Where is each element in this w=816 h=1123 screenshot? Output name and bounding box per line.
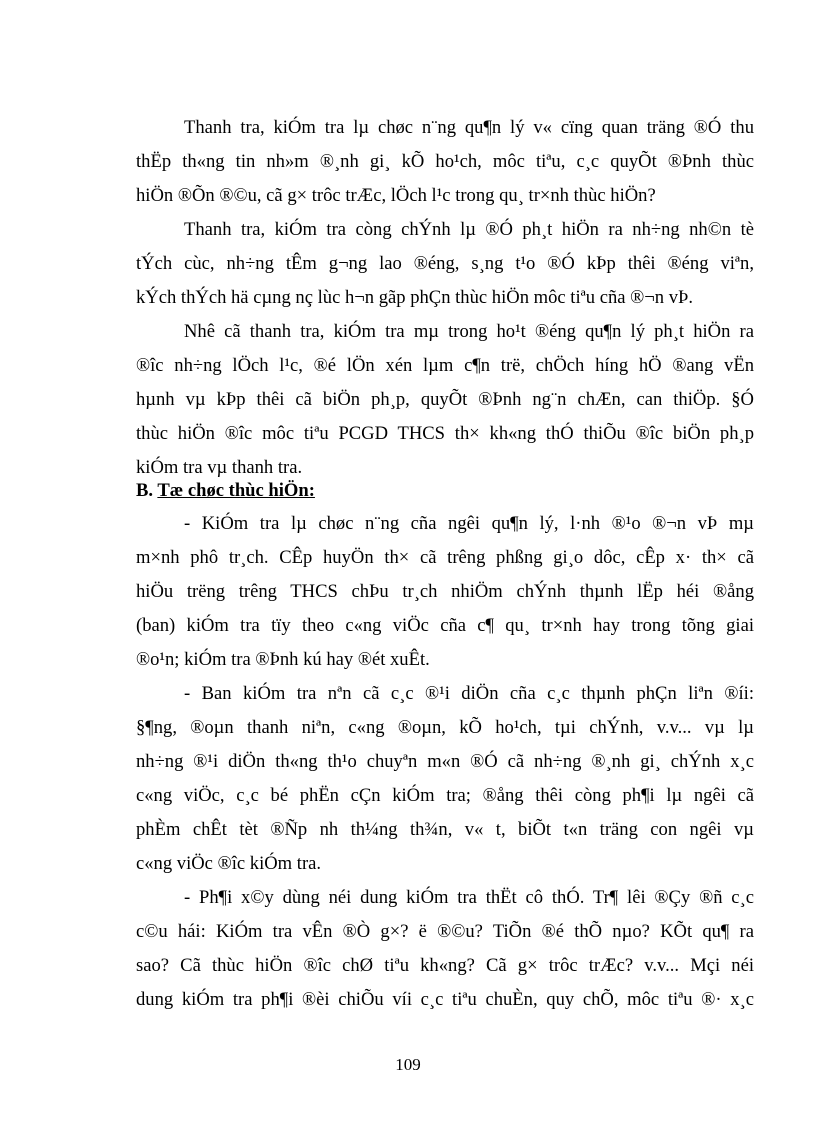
section-heading-letter: B. bbox=[136, 480, 158, 501]
text-line: Nhê cã thanh tra, kiÓm tra mµ trong ho¹t ®éng qu¶n lý ph¸t hiÖn ra bbox=[184, 321, 754, 342]
text-line: nh÷ng ®¹i diÖn th«ng th¹o chuyªn m«n ®Ó cã nh÷ng ®¸nh gi¸ chÝnh x¸c bbox=[136, 751, 754, 772]
text-line: kiÓm tra vµ thanh tra. bbox=[136, 457, 303, 478]
text-line: Thanh tra, kiÓm tra lµ chøc n¨ng qu¶n lý v« cïng quan träng ®Ó thu bbox=[184, 117, 754, 138]
list-item-1 bbox=[136, 507, 754, 677]
page-number: 109 bbox=[395, 1055, 421, 1074]
list-item-2 bbox=[136, 677, 754, 881]
text-line: c«ng viÖc, c¸c bé phËn cÇn kiÓm tra; ®ång thêi còng ph¶i lµ ngêi cã bbox=[136, 785, 754, 806]
text-line: thùc hiÖn ®îc môc tiªu PCGD THCS th× kh«ng thÓ thiÕu ®îc biÖn ph¸p bbox=[136, 423, 754, 444]
text-line: kÝch thÝch hä cµng nç lùc h¬n gãp phÇn thùc hiÖn môc tiªu cña ®¬n vÞ. bbox=[136, 287, 694, 308]
text-line: m×nh phô tr¸ch. CÊp huyÖn th× cã trêng phßng gi¸o dôc, cÊp x· th× cã bbox=[136, 547, 754, 568]
text-line: c©u hái: KiÓm tra vÊn ®Ò g×? ë ®©u? TiÕn ®é thÕ nµo? KÕt qu¶ ra bbox=[136, 921, 754, 942]
text-line: c«ng viÖc ®îc kiÓm tra. bbox=[136, 853, 322, 874]
paragraph-3 bbox=[136, 315, 754, 485]
text-line: ®îc nh÷ng lÖch l¹c, ®é lÖn xén lµm c¶n trë, chÖch híng hÖ ®ang vËn bbox=[136, 355, 754, 376]
text-line: Thanh tra, kiÓm tra còng chÝnh lµ ®Ó ph¸t hiÖn ra nh÷ng nh©n tè bbox=[184, 219, 754, 240]
text-line: phÈm chÊt tèt ®Ñp nh th¼ng th¾n, v« t, biÕt t«n träng con ngêi vµ bbox=[136, 819, 754, 840]
text-line: hµnh vµ kÞp thêi cã biÖn ph¸p, quyÕt ®Þnh ng¨n chÆn, can thiÖp. §Ó bbox=[136, 389, 754, 410]
text-line: - Ph¶i x©y dùng néi dung kiÓm tra thËt cô thÓ. Tr¶ lêi ®Çy ®ñ c¸c bbox=[184, 887, 754, 908]
text-line: (ban) kiÓm tra tïy theo c«ng viÖc cña c¶ qu¸ tr×nh hay trong tõng giai bbox=[136, 615, 754, 636]
paragraph-2 bbox=[136, 213, 754, 315]
text-line: thËp th«ng tin nh»m ®¸nh gi¸ kÕ ho¹ch, môc tiªu, c¸c quyÕt ®Þnh thùc bbox=[136, 151, 754, 172]
text-line: - KiÓm tra lµ chøc n¨ng cña ngêi qu¶n lý, l·nh ®¹o ®¬n vÞ mµ bbox=[184, 513, 754, 534]
text-line: - Ban kiÓm tra nªn cã c¸c ®¹i diÖn cña c¸c thµnh phÇn liªn ®íi: bbox=[184, 683, 754, 704]
text-line: ®o¹n; kiÓm tra ®Þnh kú hay ®ét xuÊt. bbox=[136, 649, 430, 670]
list-item-3 bbox=[136, 881, 754, 1017]
text-line: sao? Cã thùc hiÖn ®îc chØ tiªu kh«ng? Cã g× trôc trÆc? v.v... Mçi néi bbox=[136, 955, 754, 976]
text-line: hiÖu trëng trêng THCS chÞu tr¸ch nhiÖm chÝnh thµnh lËp héi ®ång bbox=[136, 581, 754, 602]
paragraph-1 bbox=[136, 111, 754, 213]
text-line: tÝch cùc, nh÷ng tÊm g¬ng lao ®éng, s¸ng t¹o ®Ó kÞp thêi ®éng viªn, bbox=[136, 253, 754, 274]
text-line: dung kiÓm tra ph¶i ®èi chiÕu víi c¸c tiªu chuÈn, quy chÕ, môc tiªu ®· x¸c bbox=[136, 989, 754, 1010]
section-heading bbox=[136, 474, 754, 508]
text-line: hiÖn ®Õn ®©u, cã g× trôc trÆc, lÖch l¹c trong qu¸ tr×nh thùc hiÖn? bbox=[136, 185, 656, 206]
text-line: §¶ng, ®oµn thanh niªn, c«ng ®oµn, kÕ ho¹ch, tµi chÝnh, v.v... vµ lµ bbox=[136, 717, 754, 738]
section-heading-title: Tæ chøc thùc hiÖn: bbox=[157, 480, 315, 501]
